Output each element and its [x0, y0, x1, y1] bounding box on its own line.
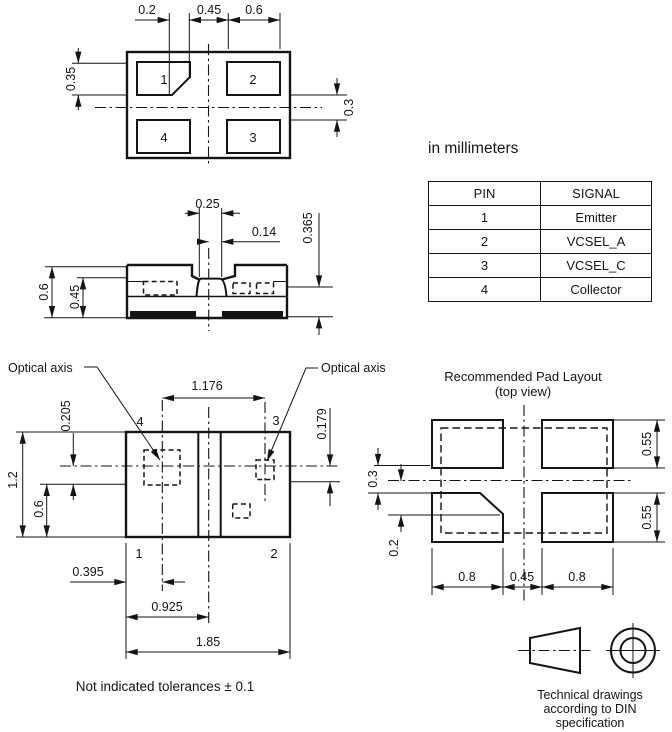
dim-label-pad-height-top: 0.55 [640, 431, 654, 457]
optical-axis-label-left: Optical axis [8, 361, 73, 375]
dim-label-lens-width: 0.25 [195, 197, 220, 211]
side-view-body-outline [127, 265, 287, 318]
dim-label-pad-height: 0.35 [64, 66, 78, 92]
pad-layout-pad-top-left [432, 420, 503, 468]
table-row [429, 278, 652, 302]
dim-label-top-gap: 0.45 [196, 3, 222, 17]
dim-label-center-gap: 0.3 [342, 98, 356, 117]
pad-layout-title: Recommended Pad Layout [444, 369, 602, 384]
top-view-pad-2-number: 2 [249, 72, 257, 87]
dim-label-pad-width-left: 0.8 [458, 570, 476, 584]
signal-column-header: SIGNAL [541, 182, 652, 206]
signal-cell: Emitter [541, 206, 652, 230]
top-view-pad-1-number: 1 [160, 72, 168, 87]
side-view-hidden-pad [144, 282, 178, 296]
bottom-view-pad-2-number: 2 [270, 546, 278, 561]
tolerance-note: Not indicated tolerances ± 0.1 [75, 679, 255, 694]
side-view-drawing [37, 197, 333, 335]
notes-area [76, 623, 660, 730]
table-row [429, 254, 652, 278]
side-view-bottom-metal-left [130, 311, 196, 318]
side-view-lens-dome [197, 279, 227, 297]
side-view-bottom-metal-right [222, 311, 283, 318]
din-note-line1: Technical drawings [537, 688, 643, 702]
signal-cell: VCSEL_A [541, 230, 652, 254]
dim-label-aperture-offset: 0.14 [251, 225, 277, 239]
pin-cell: 1 [429, 206, 541, 230]
signal-cell: VCSEL_C [541, 254, 652, 278]
units-label: in millimeters [428, 140, 519, 157]
dim-label-pad-width-right: 0.8 [568, 570, 586, 584]
din-note-line2: according to DIN [543, 702, 637, 716]
dim-label-center-from-edge: 0.925 [151, 600, 183, 614]
signal-cell: Collector [541, 278, 652, 302]
dim-label-total-height: 0.6 [37, 283, 51, 301]
bottom-view-pad-3-number: 3 [272, 413, 280, 428]
table-row [429, 230, 652, 254]
dim-label-pad-height-bottom: 0.55 [640, 505, 654, 530]
dim-label-upper-offset: 0.3 [366, 470, 380, 488]
dim-label-axis-offset-left: 0.205 [59, 400, 73, 432]
pad-layout-pad-bottom-right [542, 493, 613, 542]
dim-label-pad-gap: 0.45 [509, 570, 535, 584]
table-header-row [429, 182, 652, 206]
dim-label-axis-spacing: 1.176 [191, 379, 223, 393]
optical-axis-label-right: Optical axis [321, 361, 386, 375]
dim-label-chamfer: 0.2 [138, 3, 156, 17]
bottom-view-drawing [6, 361, 386, 659]
pad-layout-subtitle: (top view) [494, 384, 552, 399]
table-row [429, 206, 652, 230]
dim-label-cavity-depth: 0.365 [301, 212, 315, 244]
side-view-top-left-edge [127, 265, 199, 280]
bottom-view-small-window [233, 504, 250, 518]
side-view-hidden-pad [257, 283, 274, 294]
pin-signal-table [428, 181, 652, 302]
dim-label-axis-offset-right: 0.179 [315, 408, 329, 440]
dim-label-body-height: 0.45 [68, 284, 82, 310]
bottom-view-pad-1-number: 1 [135, 546, 143, 561]
dim-label-width: 1.85 [195, 635, 221, 649]
dim-label-pad-width: 0.6 [245, 3, 263, 17]
side-view-hidden-pad [233, 283, 250, 294]
top-view-pad-4-number: 4 [160, 130, 168, 145]
din-note-line3: specification [555, 716, 625, 730]
pin-cell: 4 [429, 278, 541, 302]
bottom-view-pad-4-number: 4 [136, 414, 144, 429]
pin-cell: 3 [429, 254, 541, 278]
pad-layout-pad-bottom-left [432, 493, 503, 542]
top-view-pad-3-number: 3 [249, 130, 257, 145]
pad-layout-drawing [366, 369, 665, 601]
pad-layout-pad-top-right [542, 420, 613, 468]
dim-label-axis-from-edge: 0.395 [72, 565, 104, 579]
pin-column-header: PIN [429, 182, 541, 206]
side-view-top-right-edge [222, 265, 287, 280]
pin-cell: 2 [429, 230, 541, 254]
dim-label-lower-offset: 0.2 [387, 539, 401, 557]
optical-axis-leader-left [84, 367, 160, 460]
dim-label-lower-height: 0.6 [32, 500, 46, 518]
top-view-drawing [64, 3, 356, 166]
dim-label-height: 1.2 [6, 471, 20, 489]
